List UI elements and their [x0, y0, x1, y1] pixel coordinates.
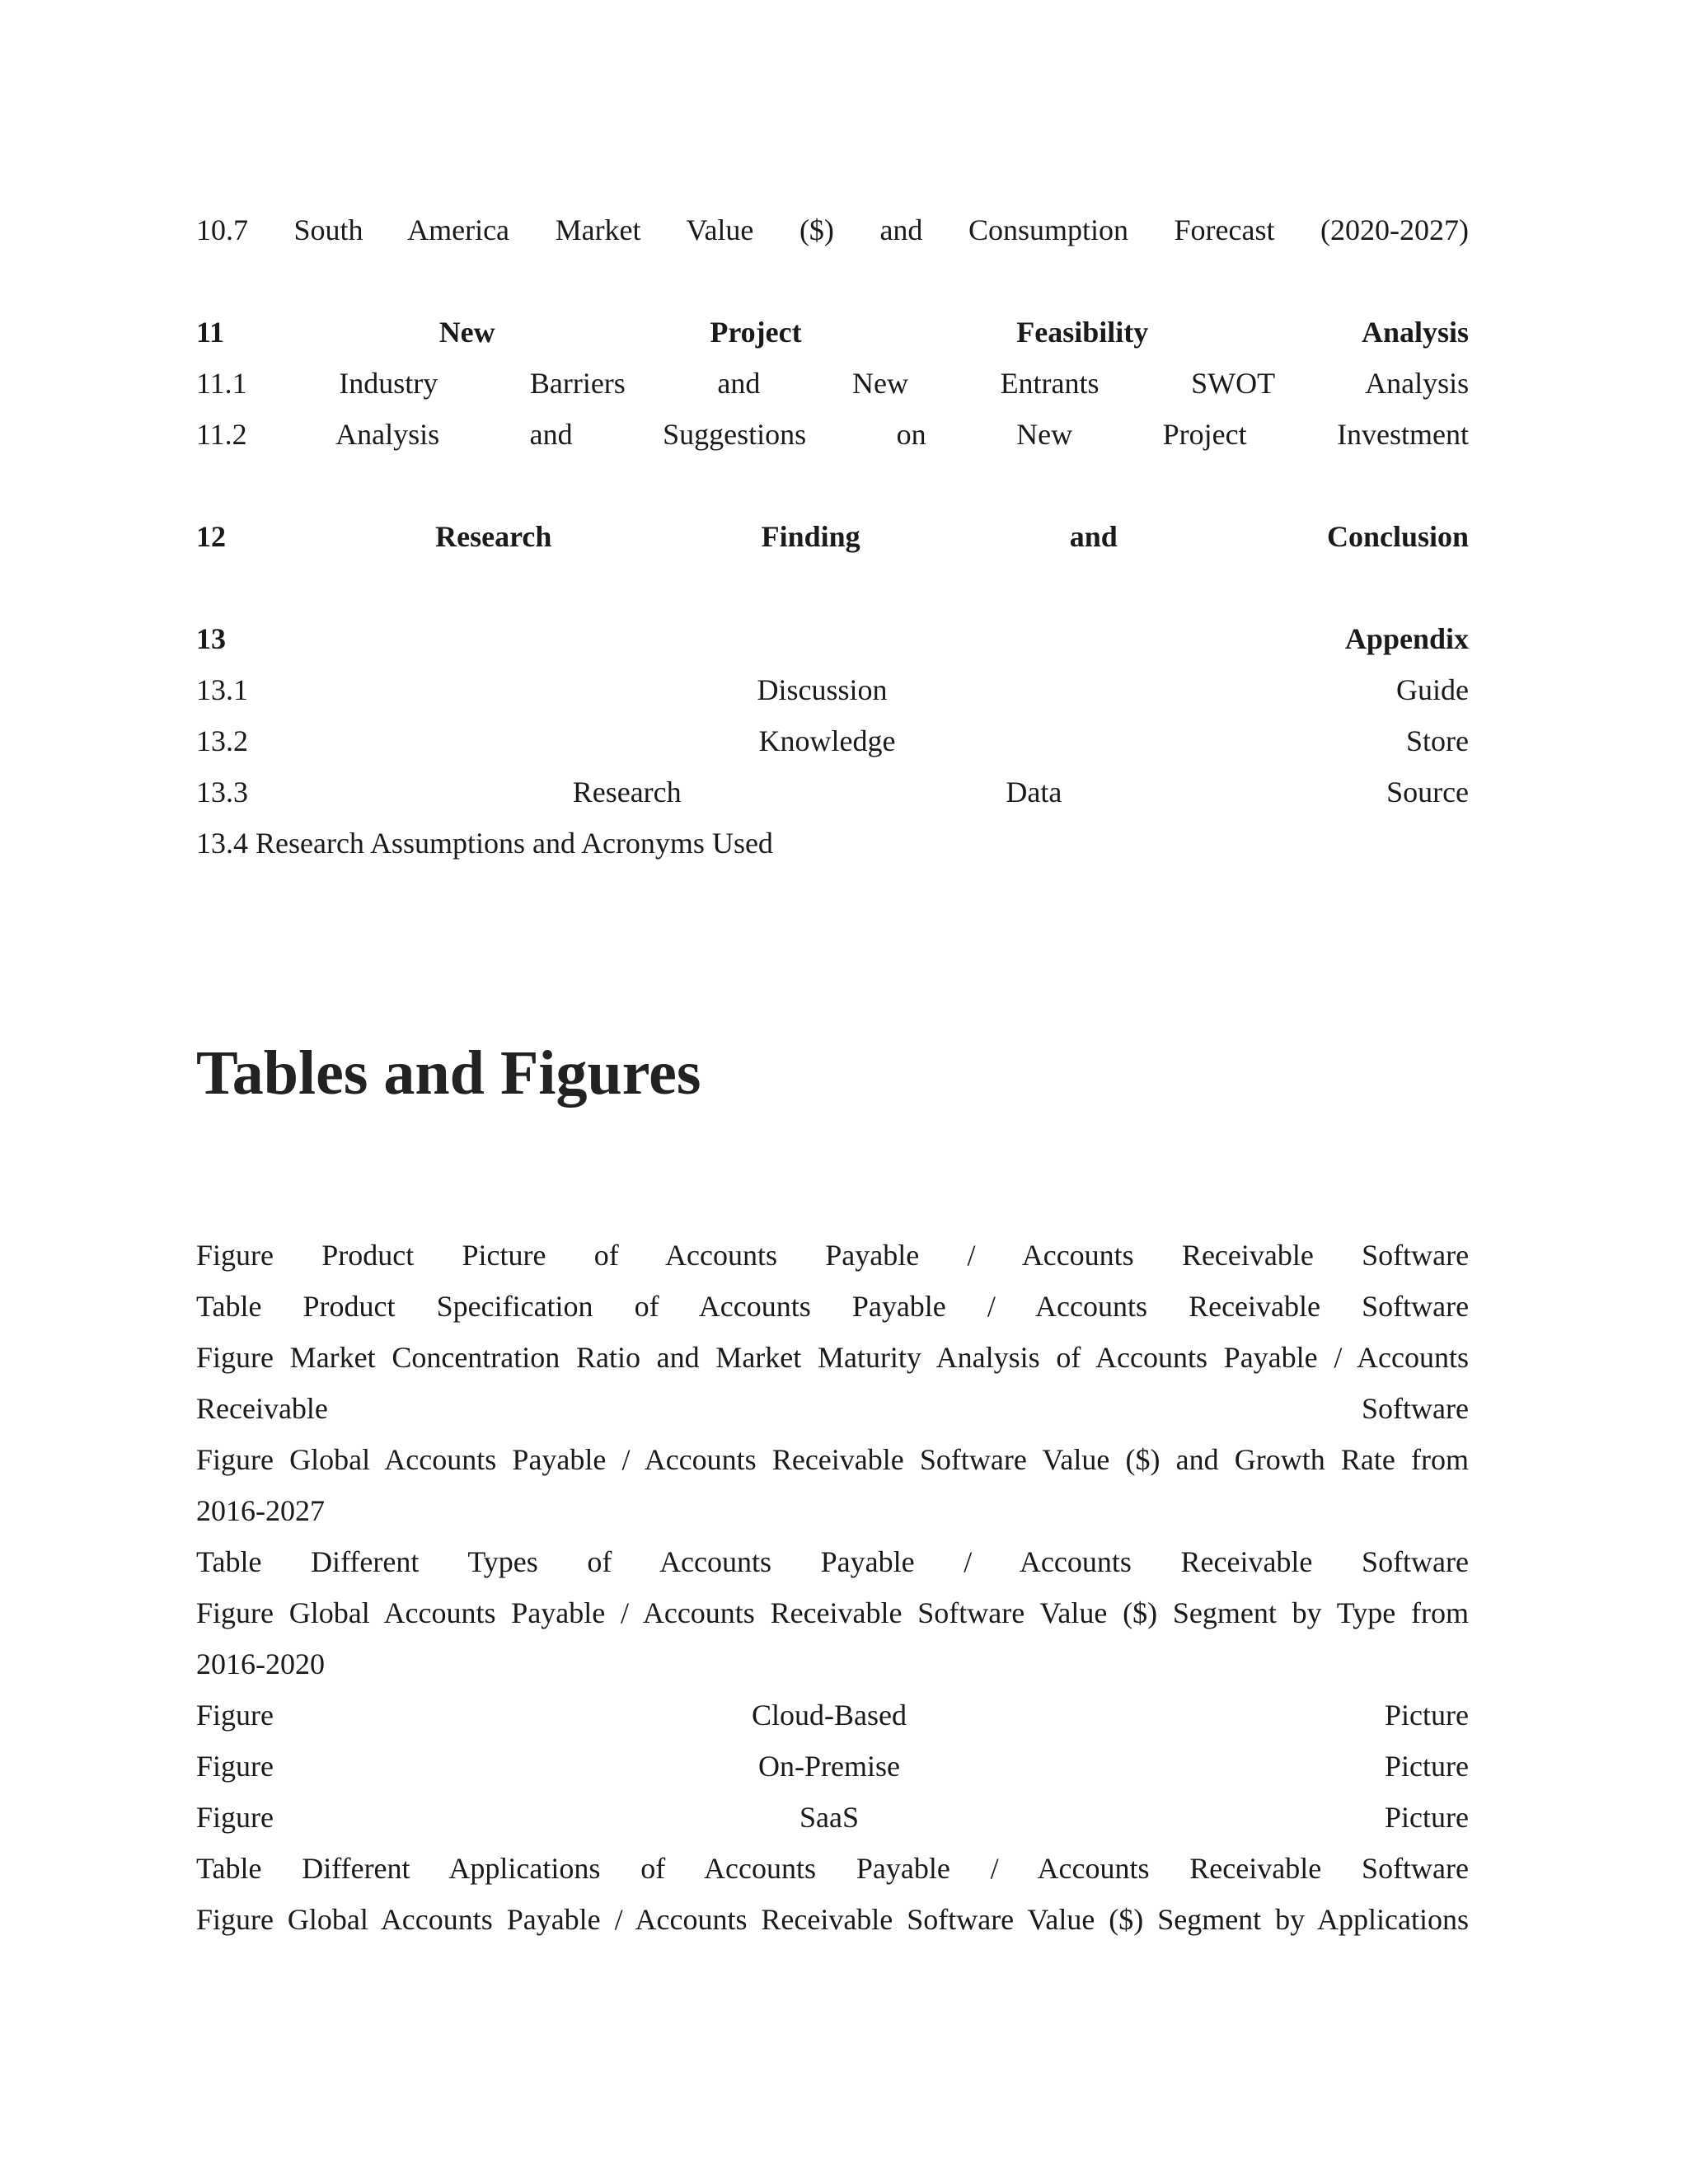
- figure-line-11: Figure Global Accounts Payable / Accounts Receivable Software Value ($) Segment by Applications: [196, 1903, 1469, 1936]
- line-word: Accounts: [665, 1239, 777, 1272]
- figure-line-10: [196, 1843, 1469, 1894]
- line-word: Value: [686, 213, 754, 246]
- line-word: Software: [1362, 1545, 1470, 1578]
- line-word: and: [717, 367, 761, 400]
- line-word: Source: [1386, 776, 1470, 808]
- line-word: Picture: [1385, 1750, 1470, 1783]
- line-word: 13.2: [196, 724, 248, 757]
- line-word: Figure: [196, 1750, 274, 1783]
- figure-line-7: [196, 1690, 1469, 1741]
- line-word: Receivable: [196, 1392, 328, 1425]
- tables-and-figures-heading: Tables and Figures: [196, 1038, 701, 1108]
- figure-line-8: [196, 1741, 1469, 1792]
- line-word: 13: [196, 622, 226, 655]
- line-word: Analysis: [1361, 316, 1470, 349]
- line-word: Figure: [196, 1699, 274, 1732]
- line-word: 12: [196, 520, 226, 553]
- line-word: Investment: [1337, 418, 1470, 451]
- line-word: New: [438, 316, 495, 349]
- line-word: Accounts: [1019, 1545, 1132, 1578]
- line-word: /: [987, 1290, 996, 1323]
- line-word: Receivable: [1189, 1852, 1322, 1885]
- line-word: Table: [196, 1545, 262, 1578]
- line-word: Table: [196, 1852, 262, 1885]
- line-word: (2020-2027): [1320, 213, 1469, 246]
- line-word: SaaS: [799, 1801, 860, 1834]
- line-word: /: [990, 1852, 999, 1885]
- line-word: Research: [572, 776, 682, 808]
- line-word: Accounts: [659, 1545, 772, 1578]
- line-word: On-Premise: [758, 1750, 900, 1783]
- toc-line-11-2: [196, 409, 1469, 460]
- line-word: Guide: [1396, 673, 1469, 706]
- line-word: Receivable: [1180, 1545, 1313, 1578]
- figure-line-4a: Figure Global Accounts Payable / Accounts Receivable Software Value ($) and Growth Rate from: [196, 1443, 1469, 1476]
- line-word: Figure: [196, 1239, 274, 1272]
- figure-line-5: [196, 1536, 1469, 1587]
- line-word: Analysis: [1365, 367, 1470, 400]
- toc-line-13-4: 13.4 Research Assumptions and Acronyms Used: [196, 827, 773, 860]
- line-word: Research: [435, 520, 552, 553]
- line-word: Different: [302, 1852, 410, 1885]
- toc-line-11: [196, 307, 1469, 358]
- line-word: Market: [555, 213, 641, 246]
- line-word: Analysis: [335, 418, 440, 451]
- line-word: Consumption: [968, 213, 1128, 246]
- line-word: Store: [1406, 724, 1469, 757]
- line-word: Forecast: [1174, 213, 1275, 246]
- line-word: Data: [1006, 776, 1062, 808]
- line-word: Cloud-Based: [752, 1699, 907, 1732]
- line-word: Payable: [856, 1852, 950, 1885]
- line-word: Software: [1362, 1290, 1470, 1323]
- line-word: Product: [302, 1290, 396, 1323]
- line-word: Applications: [448, 1852, 601, 1885]
- line-word: Discussion: [757, 673, 888, 706]
- line-word: Accounts: [698, 1290, 811, 1323]
- toc-line-13-3: [196, 766, 1469, 818]
- line-word: 11.2: [196, 418, 247, 451]
- toc-line-13-1: [196, 664, 1469, 715]
- line-word: of: [587, 1545, 612, 1578]
- figure-line-6a: Figure Global Accounts Payable / Accounts Receivable Software Value ($) Segment by Type from: [196, 1596, 1469, 1629]
- line-word: America: [407, 213, 510, 246]
- line-word: 10.7: [196, 213, 248, 246]
- line-word: Payable: [825, 1239, 920, 1272]
- line-word: Industry: [339, 367, 438, 400]
- line-word: Appendix: [1344, 622, 1469, 655]
- line-word: Different: [311, 1545, 420, 1578]
- figure-line-6b: 2016-2020: [196, 1647, 325, 1680]
- line-word: Software: [1362, 1852, 1470, 1885]
- line-word: and: [529, 418, 573, 451]
- line-word: Figure: [196, 1801, 274, 1834]
- line-word: and: [879, 213, 923, 246]
- line-word: Picture: [1385, 1801, 1470, 1834]
- toc-line-12: [196, 511, 1469, 562]
- line-word: South: [293, 213, 363, 246]
- line-word: of: [640, 1852, 666, 1885]
- figure-line-4b: 2016-2027: [196, 1494, 325, 1527]
- toc-line-13: [196, 613, 1469, 664]
- line-word: of: [634, 1290, 659, 1323]
- line-word: Payable: [851, 1290, 946, 1323]
- line-word: Payable: [820, 1545, 915, 1578]
- line-word: New: [851, 367, 908, 400]
- line-word: Accounts: [704, 1852, 817, 1885]
- line-word: Receivable: [1181, 1239, 1314, 1272]
- line-word: 11: [196, 316, 225, 349]
- line-word: Receivable: [1189, 1290, 1320, 1323]
- line-word: /: [964, 1545, 973, 1578]
- line-word: Barriers: [529, 367, 626, 400]
- figure-line-9: [196, 1792, 1469, 1843]
- line-word: Conclusion: [1326, 520, 1470, 553]
- figure-line-3b: [196, 1383, 1469, 1434]
- line-word: Suggestions: [663, 418, 807, 451]
- line-word: Entrants: [1000, 367, 1100, 400]
- line-word: 13.1: [196, 673, 248, 706]
- toc-line-11-1: [196, 358, 1469, 409]
- line-word: Project: [710, 316, 802, 349]
- line-word: on: [896, 418, 926, 451]
- line-word: Software: [1362, 1239, 1470, 1272]
- line-word: Project: [1162, 418, 1247, 451]
- line-word: Knowledge: [758, 724, 896, 757]
- line-word: Picture: [462, 1239, 546, 1272]
- line-word: and: [1069, 520, 1118, 553]
- line-word: /: [967, 1239, 976, 1272]
- line-word: of: [593, 1239, 619, 1272]
- line-word: 13.3: [196, 776, 248, 808]
- figure-line-1: [196, 1230, 1469, 1281]
- line-word: Picture: [1385, 1699, 1469, 1732]
- toc-line-10-7: [196, 204, 1469, 255]
- figure-line-3a: Figure Market Concentration Ratio and Market Maturity Analysis of Accounts Payable / Accounts: [196, 1341, 1469, 1374]
- line-word: Software: [1362, 1392, 1469, 1425]
- line-word: Product: [321, 1239, 415, 1272]
- line-word: Finding: [761, 520, 860, 553]
- line-word: 11.1: [196, 367, 247, 400]
- line-word: Accounts: [1037, 1852, 1150, 1885]
- line-word: Accounts: [1035, 1290, 1147, 1323]
- line-word: ($): [799, 213, 834, 246]
- line-word: SWOT: [1191, 367, 1275, 400]
- line-word: Types: [467, 1545, 538, 1578]
- line-word: Specification: [436, 1290, 593, 1323]
- line-word: Table: [196, 1290, 262, 1323]
- toc-line-13-2: [196, 715, 1469, 766]
- line-word: New: [1016, 418, 1073, 451]
- line-word: Accounts: [1021, 1239, 1134, 1272]
- line-word: Feasibility: [1016, 316, 1149, 349]
- figure-line-2: [196, 1281, 1469, 1332]
